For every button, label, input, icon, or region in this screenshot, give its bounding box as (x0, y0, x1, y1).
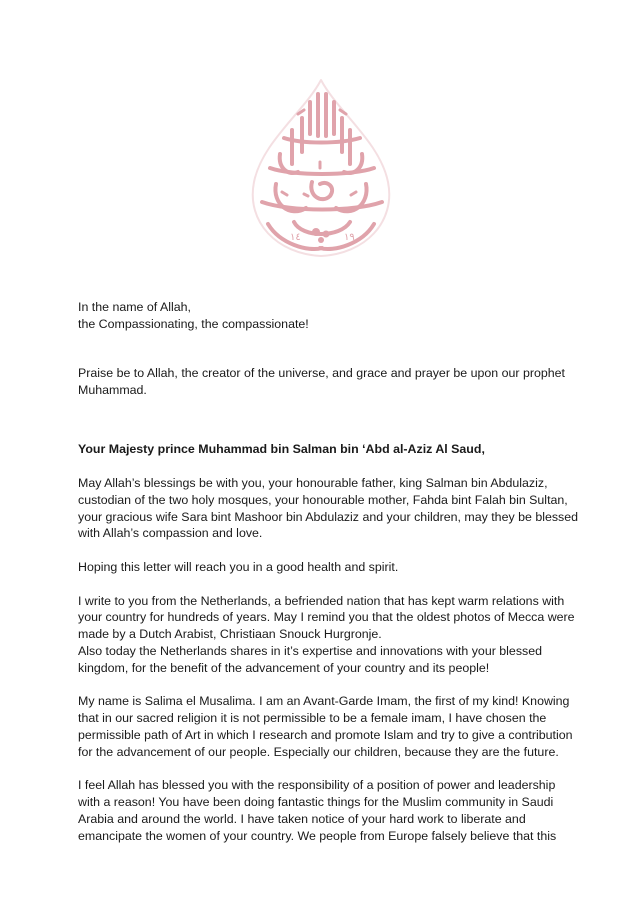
calligraphy-drop-icon (232, 72, 410, 268)
body-line: made by a Dutch Arabist, Christiaan Snouck Hurgronje. (78, 627, 382, 642)
body-line: I write to you from the Netherlands, a befriended nation that has kept warm relations with (78, 593, 565, 608)
bismillah-calligraphy-emblem (232, 72, 410, 268)
address-line: Your Majesty prince Muhammad bin Salman bin ‘Abd al-Aziz Al Saud, (78, 442, 485, 456)
body-line: kingdom, for the benefit of the advancement of your country and its people! (78, 660, 490, 675)
salutation (78, 299, 568, 333)
body-line: your gracious wife Sara bint Mashoor bin Abdulaziz and your children, may they be blessed (78, 509, 579, 524)
calligraphy-date-left: ١٤ (290, 232, 301, 243)
body-line: your country for hundreds of years. May I remind you that the oldest photos of Mecca were (78, 610, 575, 625)
body-paragraph-greeting (78, 559, 568, 576)
body-line: for the advancement of our people. Especially our children, because they are the future. (78, 744, 559, 759)
calligraphy-date-right: ١٩ (344, 232, 355, 243)
body-paragraph-netherlands (78, 593, 575, 677)
body-line: emancipate the women of your country. We people from Europe falsely believe that this (78, 828, 557, 843)
body-paragraph-introduction (78, 693, 573, 760)
recipient-address (78, 441, 568, 458)
body-line: with Allah’s compassion and love. (78, 526, 263, 541)
body-line: May Allah’s blessings be with you, your honourable father, king Salman bin Abdulaziz, (78, 476, 548, 490)
body-line: Also today the Netherlands shares in it’s expertise and innovations with your blessed (78, 643, 542, 658)
praise-line: Muhammad. (78, 382, 147, 397)
body-line: Hoping this letter will reach you in a good health and spirit. (78, 559, 399, 574)
body-line: permissible path of Art in which I research and promote Islam and try to give a contribution (78, 727, 573, 742)
salutation-line: the Compassionating, the compassionate! (78, 316, 309, 331)
body-line: with a reason! You have been doing fantastic things for the Muslim community in Saudi (78, 795, 554, 810)
body-line: My name is Salima el Musalima. I am an Avant-Garde Imam, the first of my kind! Knowing (78, 694, 570, 709)
body-line: I feel Allah has blessed you with the responsibility of a position of power and leadership (78, 778, 556, 793)
praise-line: Praise be to Allah, the creator of the universe, and grace and prayer be upon our prophet (78, 366, 565, 380)
body-line: custodian of the two holy mosques, your honourable mother, Fahda bint Falah bin Sultan, (78, 492, 568, 507)
letter-body (78, 475, 579, 861)
salutation-line: In the name of Allah, (78, 300, 191, 314)
praise-paragraph (78, 365, 568, 399)
body-line: Arabia and around the world. I have taken notice of your hard work to liberate and (78, 811, 526, 826)
body-line: that in our sacred religion it is not permissible to be a female imam, I have chosen the (78, 711, 547, 726)
body-paragraph-leadership (78, 777, 568, 844)
body-paragraph-blessings (78, 475, 579, 542)
